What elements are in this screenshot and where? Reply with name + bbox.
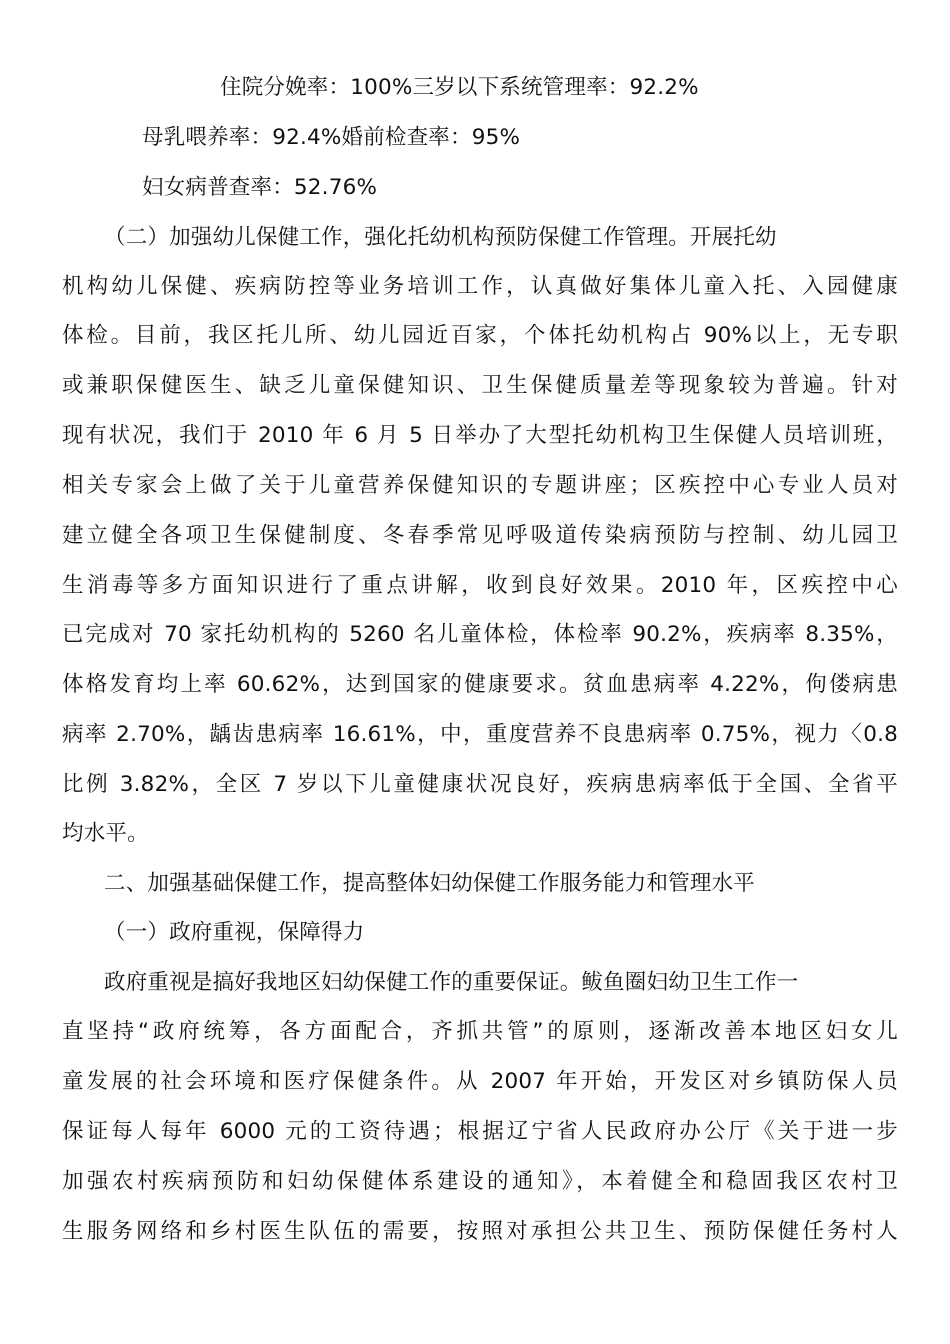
paragraph-line: 机构幼儿保健、疾病防控等业务培训工作，认真做好集体儿童入托、入园健康 [62, 274, 898, 299]
paragraph-line: 生服务网络和乡村医生队伍的需要，按照对承担公共卫生、预防保健任务村人 [62, 1219, 898, 1244]
paragraph-line: 直坚持“政府统筹，各方面配合，齐抓共管”的原则，逐渐改善本地区妇女儿 [62, 1019, 898, 1044]
paragraph-line: 现有状况，我们于 2010 年 6 月 5 日举办了大型托幼机构卫生保健人员培训班， [62, 423, 898, 448]
section-heading: 二、加强基础保健工作，提高整体妇幼保健工作服务能力和管理水平 [104, 871, 756, 896]
paragraph-line: 相关专家会上做了关于儿童营养保健知识的专题讲座；区疾控中心专业人员对 [62, 473, 898, 498]
paragraph-line: （二）加强幼儿保健工作，强化托幼机构预防保健工作管理。开展托幼 [104, 225, 777, 250]
stats-line-1: 住院分娩率：100%三岁以下系统管理率：92.2% [220, 75, 699, 100]
paragraph-line: 童发展的社会环境和医疗保健条件。从 2007 年开始，开发区对乡镇防保人员 [62, 1069, 898, 1094]
stats-line-2: 母乳喂养率：92.4%婚前检查率：95% [142, 125, 521, 150]
paragraph-line: 均水平。 [62, 821, 149, 846]
paragraph-line: 或兼职保健医生、缺乏儿童保健知识、卫生保健质量差等现象较为普遍。针对 [62, 373, 898, 398]
paragraph-line: 建立健全各项卫生保健制度、冬春季常见呼吸道传染病预防与控制、幼儿园卫 [62, 523, 898, 548]
paragraph-line: 生消毒等多方面知识进行了重点讲解，收到良好效果。2010 年，区疾控中心 [62, 573, 898, 598]
paragraph-line: 已完成对 70 家托幼机构的 5260 名儿童体检，体检率 90.2%，疾病率 8.35%， [62, 622, 898, 647]
paragraph-line: 保证每人每年 6000 元的工资待遇；根据辽宁省人民政府办公厅《关于进一步 [62, 1119, 898, 1144]
paragraph-line: 政府重视是搞好我地区妇幼保健工作的重要保证。鲅鱼圈妇幼卫生工作一 [104, 970, 799, 995]
stats-line-3: 妇女病普查率：52.76% [142, 175, 378, 200]
subsection-heading: （一）政府重视，保障得力 [104, 920, 365, 945]
paragraph-line: 加强农村疾病预防和妇幼保健体系建设的通知》，本着健全和稳固我区农村卫 [62, 1169, 898, 1194]
paragraph-line: 病率 2.70%，龋齿患病率 16.61%，中，重度营养不良患病率 0.75%，视力〈0.8 [62, 722, 898, 747]
paragraph-line: 体检。目前，我区托儿所、幼儿园近百家，个体托幼机构占 90%以上，无专职 [62, 323, 898, 348]
paragraph-line: 比例 3.82%，全区 7 岁以下儿童健康状况良好，疾病患病率低于全国、全省平 [62, 772, 898, 797]
paragraph-line: 体格发育均上率 60.62%，达到国家的健康要求。贫血患病率 4.22%，佝偻病患 [62, 672, 898, 697]
